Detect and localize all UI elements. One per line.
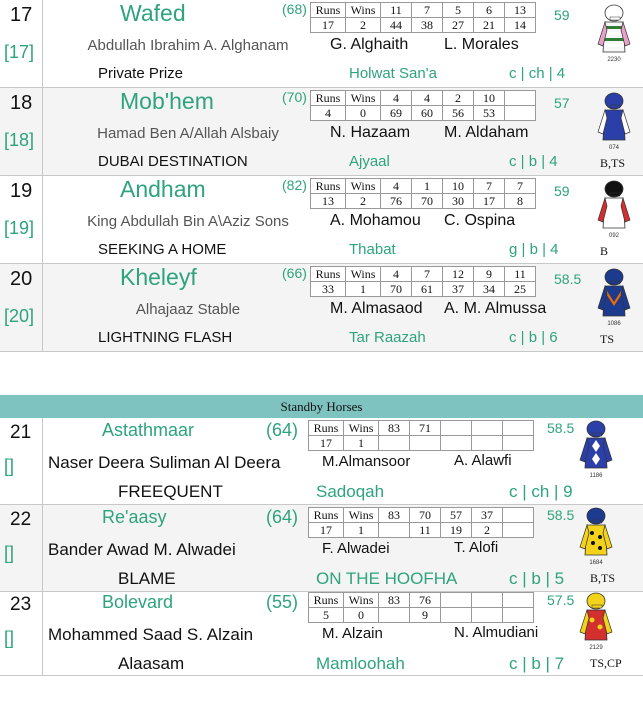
jockey-silks-icon bbox=[596, 92, 632, 152]
row-divider bbox=[42, 176, 43, 263]
stats-cell: 9 bbox=[410, 608, 441, 623]
jockey-silks-icon bbox=[596, 180, 632, 240]
stats-cell: 83 bbox=[379, 421, 410, 436]
stats-cell: 1 bbox=[344, 436, 379, 451]
row-divider bbox=[42, 590, 43, 675]
weight: 58.5 bbox=[554, 271, 582, 287]
owner-name: Hamad Ben A/Allah Alsbaiy bbox=[97, 125, 279, 142]
runs-label: Runs bbox=[309, 593, 344, 608]
jockey-name[interactable]: M. Almasaod bbox=[330, 300, 423, 317]
stats-cell bbox=[379, 608, 410, 623]
stats-cell bbox=[441, 436, 472, 451]
stats-cell: 70 bbox=[410, 508, 441, 523]
runs-label: Runs bbox=[311, 179, 346, 194]
horse-name[interactable]: Mob'hem bbox=[120, 88, 214, 114]
stats-table bbox=[308, 592, 534, 623]
owner-name: Naser Deera Suliman Al Deera bbox=[48, 453, 281, 472]
stats-cell: 61 bbox=[412, 282, 443, 297]
jockey-name[interactable]: N. Hazaam bbox=[330, 124, 411, 141]
weight: 58.5 bbox=[547, 507, 575, 523]
stats-cell: 2 bbox=[346, 194, 381, 209]
stats-cell: 10 bbox=[443, 179, 474, 194]
runner-row[interactable] bbox=[0, 264, 643, 352]
sire-name: Thabat bbox=[349, 241, 396, 258]
runner-number: 18 bbox=[10, 92, 33, 114]
prize-name: Alaasam bbox=[118, 654, 185, 673]
stats-cell: 44 bbox=[381, 18, 412, 33]
stats-cell bbox=[503, 593, 534, 608]
stats-cell bbox=[503, 508, 534, 523]
stats-cell: 2 bbox=[346, 18, 381, 33]
weight: 59 bbox=[554, 183, 570, 199]
draw-number: [20] bbox=[4, 306, 35, 326]
sire-name: Tar Raazah bbox=[349, 329, 426, 346]
horse-meta: c | b | 7 bbox=[509, 654, 565, 673]
svg-text:092: 092 bbox=[608, 233, 620, 239]
stats-cell: 0 bbox=[344, 608, 379, 623]
draw-number: [17] bbox=[4, 42, 35, 62]
sire-name: Mamloohah bbox=[316, 654, 405, 673]
row-divider bbox=[42, 88, 43, 175]
draw-number: [] bbox=[4, 628, 15, 648]
weight: 59 bbox=[554, 7, 570, 23]
owner-name: Mohammed Saad S. Alzain bbox=[48, 625, 254, 644]
stats-cell: 17 bbox=[309, 436, 344, 451]
stats-cell bbox=[503, 421, 534, 436]
horse-meta: g | b | 4 bbox=[509, 241, 559, 258]
stats-cell bbox=[505, 106, 536, 121]
equipment-tag: B bbox=[600, 244, 609, 258]
stats-cell: 14 bbox=[505, 18, 536, 33]
owner-name: Bander Awad M. Alwadei bbox=[48, 540, 236, 559]
draw-number: [] bbox=[4, 456, 15, 476]
stats-cell: 7 bbox=[412, 3, 443, 18]
runner-number: 21 bbox=[10, 422, 32, 443]
jockey-name[interactable]: F. Alwadei bbox=[322, 540, 390, 557]
prize-name: BLAME bbox=[118, 569, 176, 588]
prize-name: FREEQUENT bbox=[118, 482, 223, 501]
stats-cell: 33 bbox=[311, 282, 346, 297]
equipment-tag: B,TS bbox=[600, 156, 626, 170]
svg-text:1186: 1186 bbox=[589, 473, 603, 479]
horse-name[interactable]: Kheleyf bbox=[120, 264, 197, 290]
horse-meta: c | b | 6 bbox=[509, 329, 558, 346]
runner-row[interactable] bbox=[0, 505, 643, 592]
row-divider bbox=[42, 264, 43, 351]
stats-cell: 17 bbox=[311, 18, 346, 33]
stats-cell: 60 bbox=[412, 106, 443, 121]
stats-cell: 69 bbox=[381, 106, 412, 121]
trainer-name[interactable]: T. Alofi bbox=[454, 539, 499, 556]
stats-cell bbox=[472, 436, 503, 451]
horse-name[interactable]: Re'aasy bbox=[102, 507, 167, 527]
stats-cell bbox=[379, 436, 410, 451]
runner-number: 20 bbox=[10, 268, 33, 290]
runner-number: 22 bbox=[10, 509, 32, 530]
runner-number: 19 bbox=[10, 180, 33, 202]
stats-table bbox=[308, 507, 534, 538]
stats-cell: 10 bbox=[474, 91, 505, 106]
stats-cell: 38 bbox=[412, 18, 443, 33]
stats-cell: 76 bbox=[410, 593, 441, 608]
stats-cell: 8 bbox=[505, 194, 536, 209]
trainer-name[interactable]: C. Ospina bbox=[444, 212, 516, 229]
horse-rating: (68) bbox=[282, 1, 307, 17]
stats-cell: 70 bbox=[412, 194, 443, 209]
runner-row[interactable] bbox=[0, 176, 643, 264]
stats-table bbox=[310, 2, 536, 33]
svg-text:2230: 2230 bbox=[607, 57, 621, 63]
horse-name[interactable]: Bolevard bbox=[102, 592, 174, 612]
wins-label: Wins bbox=[344, 508, 379, 523]
jockey-name[interactable]: A. Mohamou bbox=[330, 212, 421, 229]
jockey-name[interactable]: M.Almansoor bbox=[322, 453, 411, 470]
horse-rating: (70) bbox=[282, 89, 307, 105]
jockey-silks-icon bbox=[596, 4, 632, 64]
stats-cell bbox=[472, 593, 503, 608]
stats-cell: 11 bbox=[410, 523, 441, 538]
svg-text:1086: 1086 bbox=[607, 321, 621, 327]
stats-cell: 13 bbox=[505, 3, 536, 18]
stats-cell bbox=[472, 608, 503, 623]
runs-label: Runs bbox=[309, 508, 344, 523]
row-divider bbox=[42, 418, 43, 504]
wins-label: Wins bbox=[346, 91, 381, 106]
stats-cell: 25 bbox=[505, 282, 536, 297]
stats-cell: 12 bbox=[443, 267, 474, 282]
stats-cell: 2 bbox=[443, 91, 474, 106]
runs-label: Runs bbox=[311, 267, 346, 282]
wins-label: Wins bbox=[346, 179, 381, 194]
row-divider bbox=[42, 505, 43, 591]
stats-cell: 37 bbox=[472, 508, 503, 523]
jockey-silks-icon bbox=[596, 268, 632, 328]
stats-cell: 56 bbox=[443, 106, 474, 121]
stats-table bbox=[310, 266, 536, 297]
stats-cell: 5 bbox=[443, 3, 474, 18]
stats-cell: 7 bbox=[412, 267, 443, 282]
stats-cell: 1 bbox=[344, 523, 379, 538]
stats-cell: 13 bbox=[311, 194, 346, 209]
runner-number: 23 bbox=[10, 594, 32, 615]
horse-meta: c | b | 5 bbox=[509, 569, 565, 588]
stats-cell: 7 bbox=[505, 179, 536, 194]
stats-cell: 76 bbox=[381, 194, 412, 209]
svg-text:1684: 1684 bbox=[589, 560, 603, 566]
svg-text:2129: 2129 bbox=[589, 645, 603, 651]
draw-number: [18] bbox=[4, 130, 35, 150]
sire-name: Sadoqah bbox=[316, 482, 385, 501]
runs-label: Runs bbox=[311, 3, 346, 18]
stats-cell: 34 bbox=[474, 282, 505, 297]
standby-header: Standby Horses bbox=[0, 395, 643, 418]
stats-cell bbox=[441, 608, 472, 623]
stats-table bbox=[310, 90, 536, 121]
stats-cell: 9 bbox=[474, 267, 505, 282]
stats-cell: 21 bbox=[474, 18, 505, 33]
stats-cell bbox=[505, 91, 536, 106]
runs-label: Runs bbox=[311, 91, 346, 106]
stats-cell: 1 bbox=[346, 282, 381, 297]
stats-cell: 5 bbox=[309, 608, 344, 623]
stats-cell: 4 bbox=[412, 91, 443, 106]
wins-label: Wins bbox=[344, 421, 379, 436]
stats-cell: 11 bbox=[505, 267, 536, 282]
stats-cell: 17 bbox=[474, 194, 505, 209]
draw-number: [] bbox=[4, 543, 15, 563]
jockey-silks-icon bbox=[578, 507, 614, 567]
weight: 58.5 bbox=[547, 420, 575, 436]
stats-cell bbox=[441, 421, 472, 436]
stats-cell: 4 bbox=[381, 91, 412, 106]
sire-name: ON THE HOOFHA bbox=[316, 569, 458, 588]
owner-name: King Abdullah Bin A\Aziz Sons bbox=[87, 213, 289, 230]
runner-row[interactable] bbox=[0, 88, 643, 176]
stats-cell: 4 bbox=[381, 267, 412, 282]
trainer-name[interactable]: A. Alawfi bbox=[454, 452, 512, 469]
prize-name: Private Prize bbox=[98, 65, 184, 82]
stats-cell: 1 bbox=[412, 179, 443, 194]
jockey-silks-icon bbox=[578, 420, 614, 480]
trainer-name[interactable]: L. Morales bbox=[444, 36, 519, 53]
svg-text:074: 074 bbox=[608, 145, 620, 151]
runner-row[interactable] bbox=[0, 418, 643, 505]
sire-name: Ajyaal bbox=[349, 153, 390, 170]
trainer-name[interactable]: M. Aldaham bbox=[444, 124, 529, 141]
equipment-tag: TS bbox=[600, 332, 615, 346]
horse-meta: c | ch | 9 bbox=[509, 482, 573, 501]
wins-label: Wins bbox=[346, 3, 381, 18]
horse-meta: c | b | 4 bbox=[509, 153, 558, 170]
jockey-name[interactable]: G. Alghaith bbox=[330, 36, 409, 53]
weight: 57 bbox=[554, 95, 570, 111]
trainer-name[interactable]: A. M. Almussa bbox=[444, 300, 547, 317]
horse-rating: (82) bbox=[282, 177, 307, 193]
stats-cell bbox=[503, 608, 534, 623]
stats-cell bbox=[472, 421, 503, 436]
horse-rating: (66) bbox=[282, 265, 307, 281]
runs-label: Runs bbox=[309, 421, 344, 436]
stats-cell: 57 bbox=[441, 508, 472, 523]
prize-name: LIGHTNING FLASH bbox=[98, 329, 233, 346]
stats-cell: 7 bbox=[474, 179, 505, 194]
equipment-tag: TS,CP bbox=[590, 656, 622, 670]
jockey-silks-icon bbox=[578, 592, 614, 652]
runner-row[interactable] bbox=[0, 0, 643, 88]
stats-cell: 53 bbox=[474, 106, 505, 121]
horse-rating: (55) bbox=[266, 592, 299, 612]
stats-cell: 19 bbox=[441, 523, 472, 538]
horse-rating: (64) bbox=[266, 507, 299, 527]
horse-name[interactable]: Wafed bbox=[120, 0, 186, 26]
stats-cell: 4 bbox=[381, 179, 412, 194]
stats-cell: 70 bbox=[381, 282, 412, 297]
stats-cell: 11 bbox=[381, 3, 412, 18]
owner-name: Abdullah Ibrahim A. Alghanam bbox=[87, 37, 289, 54]
stats-cell bbox=[441, 593, 472, 608]
weight: 57.5 bbox=[547, 592, 575, 608]
runner-number: 17 bbox=[10, 4, 33, 26]
horse-rating: (64) bbox=[266, 420, 299, 440]
stats-cell bbox=[503, 523, 534, 538]
stats-cell: 27 bbox=[443, 18, 474, 33]
stats-cell bbox=[379, 523, 410, 538]
stats-cell: 71 bbox=[410, 421, 441, 436]
stats-cell: 6 bbox=[474, 3, 505, 18]
jockey-name[interactable]: M. Alzain bbox=[322, 625, 383, 642]
trainer-name[interactable]: N. Almudiani bbox=[454, 624, 539, 641]
horse-meta: c | ch | 4 bbox=[509, 65, 566, 82]
prize-name: SEEKING A HOME bbox=[98, 241, 227, 258]
equipment-tag: B,TS bbox=[590, 571, 616, 585]
row-divider bbox=[42, 0, 43, 87]
stats-cell: 83 bbox=[379, 508, 410, 523]
horse-name[interactable]: Andham bbox=[120, 176, 206, 202]
prize-name: DUBAI DESTINATION bbox=[98, 153, 248, 170]
stats-cell: 4 bbox=[311, 106, 346, 121]
horse-name[interactable]: Astathmaar bbox=[102, 420, 195, 440]
stats-cell: 30 bbox=[443, 194, 474, 209]
stats-table bbox=[308, 420, 534, 451]
stats-cell: 2 bbox=[472, 523, 503, 538]
runner-row[interactable] bbox=[0, 590, 643, 676]
wins-label: Wins bbox=[344, 593, 379, 608]
stats-cell bbox=[503, 436, 534, 451]
draw-number: [19] bbox=[4, 218, 35, 238]
stats-cell: 0 bbox=[346, 106, 381, 121]
sire-name: Holwat San'a bbox=[349, 65, 437, 82]
stats-cell: 37 bbox=[443, 282, 474, 297]
stats-cell: 17 bbox=[309, 523, 344, 538]
stats-cell bbox=[410, 436, 441, 451]
stats-table bbox=[310, 178, 536, 209]
stats-cell: 83 bbox=[379, 593, 410, 608]
owner-name: Alhajaaz Stable bbox=[135, 301, 241, 318]
wins-label: Wins bbox=[346, 267, 381, 282]
